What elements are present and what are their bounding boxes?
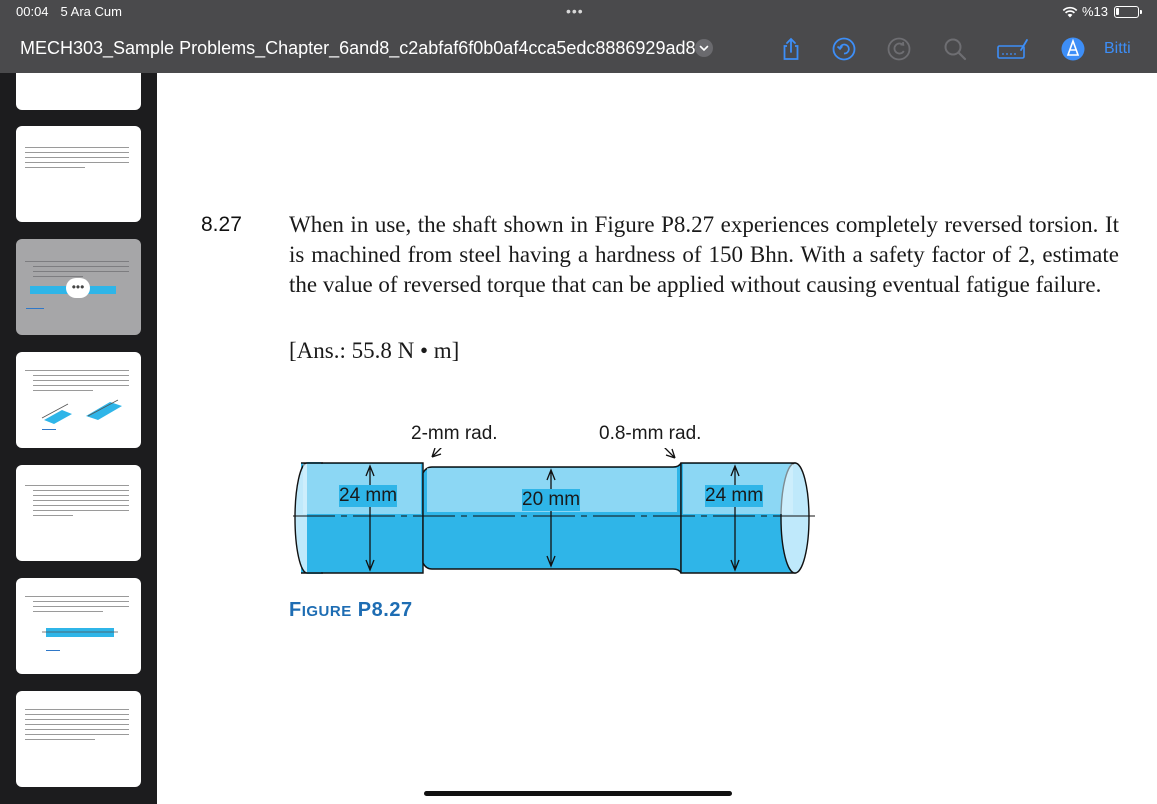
- radius-leader-left: [432, 448, 449, 457]
- battery-icon: [1114, 6, 1139, 18]
- battery-percent: %13: [1081, 4, 1108, 19]
- problem-number: 8.27: [201, 213, 242, 236]
- status-right: [1062, 4, 1139, 19]
- wifi-icon: [1062, 6, 1078, 18]
- home-indicator[interactable]: [424, 791, 732, 796]
- thumbnail-figure: [38, 396, 128, 426]
- page-thumbnail[interactable]: [16, 126, 141, 222]
- problem-statement: When in use, the shaft shown in Figure P8.27 experiences completely reversed torsion. It is machined from steel having a hardness of 150 Bhn. With a safety factor of 2, estimate the value of reversed torque that can be applied without causing eventual fatigue failure.: [289, 212, 1119, 297]
- dimension-middle: 20 mm: [522, 489, 581, 510]
- status-time: 00:04: [16, 4, 49, 19]
- share-icon[interactable]: [778, 36, 804, 62]
- caption-prefix: F: [289, 599, 302, 621]
- rotate-icon[interactable]: [886, 36, 912, 62]
- markup-icon[interactable]: [831, 36, 857, 62]
- page-thumbnail[interactable]: [16, 352, 141, 448]
- status-left: [16, 4, 122, 19]
- sign-icon[interactable]: [997, 36, 1029, 62]
- search-icon[interactable]: [942, 36, 968, 62]
- page-thumbnail[interactable]: [16, 73, 141, 110]
- label-left-radius: 2-mm rad.: [411, 423, 498, 444]
- dimension-right: 24 mm: [705, 485, 764, 506]
- done-button[interactable]: Bitti: [1104, 40, 1131, 57]
- page-thumbnail-selected[interactable]: [16, 239, 141, 335]
- caption-number: P8.27: [357, 599, 413, 621]
- dimension-left: 24 mm: [339, 485, 398, 506]
- page-thumbnail[interactable]: [16, 465, 141, 561]
- caption-smallcaps: IGURE: [301, 603, 352, 620]
- status-bar: [0, 0, 1157, 24]
- status-date: 5 Ara Cum: [60, 4, 122, 19]
- document-title[interactable]: MECH303_Sample Problems_Chapter_6and8_c2abfaf6f0b0af4cca5edc8886929ad8: [20, 38, 696, 58]
- page-thumbnail-sidebar: [0, 73, 157, 804]
- shaft-figure: [287, 448, 827, 583]
- figure-caption: [289, 599, 413, 622]
- pencil-tip-icon[interactable]: [1060, 36, 1086, 62]
- chevron-down-icon[interactable]: [695, 39, 713, 57]
- page-thumbnail[interactable]: [16, 691, 141, 787]
- radius-leader-right: [657, 448, 675, 458]
- multitasking-dots-icon[interactable]: •••: [566, 3, 584, 19]
- toolbar: [0, 24, 1157, 73]
- more-options-icon[interactable]: •••: [66, 278, 90, 298]
- thumbnail-figure: [42, 620, 118, 646]
- pdf-page: [157, 73, 1157, 804]
- problem-answer: [Ans.: 55.8 N • m]: [289, 338, 460, 363]
- page-thumbnail[interactable]: [16, 578, 141, 674]
- label-right-radius: 0.8-mm rad.: [599, 423, 702, 444]
